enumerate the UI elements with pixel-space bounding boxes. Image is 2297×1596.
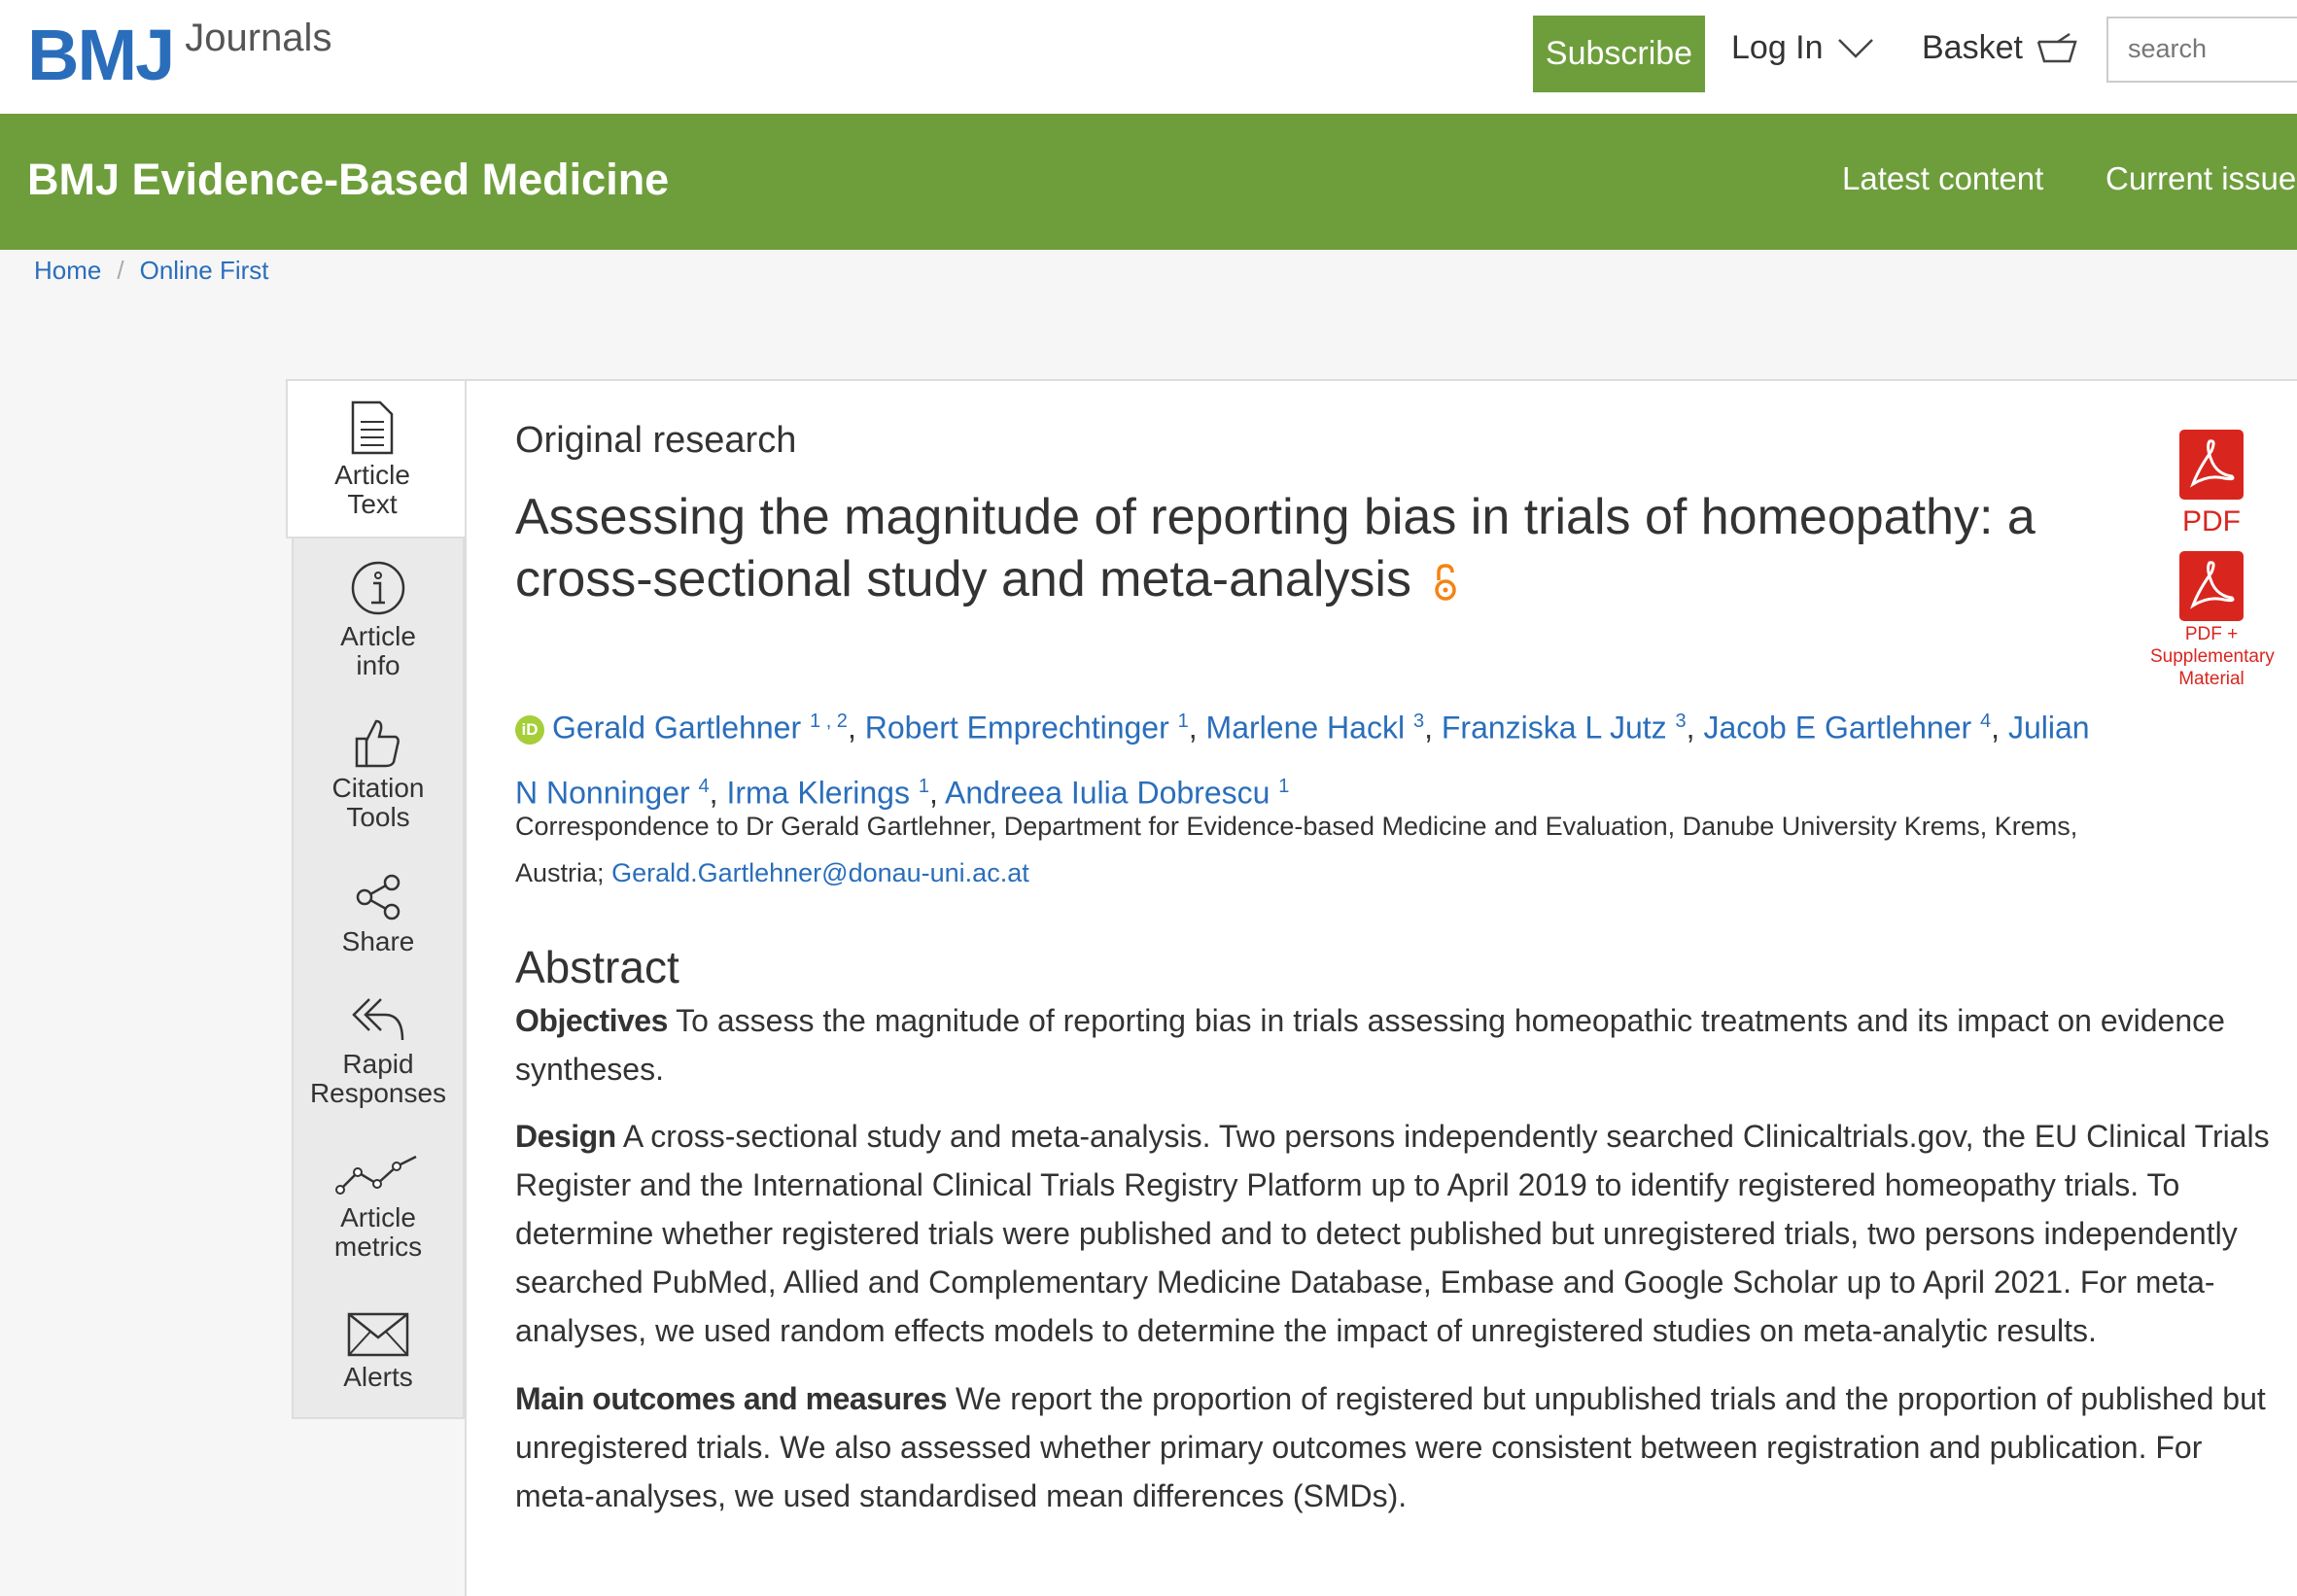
journal-title[interactable]: BMJ Evidence-Based Medicine <box>27 155 670 204</box>
pdf-icon <box>2179 430 2244 500</box>
pdf-label: PDF <box>2182 505 2241 538</box>
top-bar <box>0 0 2297 114</box>
login-dropdown[interactable] <box>1731 29 1874 67</box>
author-affiliation[interactable]: 1 <box>1278 775 1290 797</box>
nav-latest-content[interactable]: Latest content <box>1842 160 2044 196</box>
breadcrumb-separator: / <box>117 256 124 285</box>
sidebar-item-alerts[interactable] <box>292 1312 465 1392</box>
sidebar-label: Share <box>341 926 415 956</box>
author-affiliation[interactable]: 4 <box>698 775 710 797</box>
journal-banner <box>0 114 2297 250</box>
reply-all-icon <box>350 995 406 1044</box>
share-icon <box>353 873 403 921</box>
breadcrumb-online-first[interactable]: Online First <box>139 256 269 285</box>
search-box <box>2106 17 2297 83</box>
subscribe-button[interactable]: Subscribe <box>1533 16 1705 92</box>
sidebar-label: Alerts <box>343 1362 413 1392</box>
pdf-supplementary-download[interactable] <box>2139 551 2284 690</box>
author-affiliation[interactable]: 4 <box>1980 711 1992 732</box>
line-chart-icon <box>334 1153 422 1197</box>
breadcrumb <box>34 256 269 286</box>
chevron-down-icon <box>1837 38 1874 59</box>
sidebar-item-article-info[interactable] <box>292 560 465 680</box>
author-link[interactable]: Marlene Hackl <box>1205 710 1406 746</box>
logo-bmj-text: BMJ <box>27 15 174 95</box>
author-affiliation[interactable]: 1 <box>918 775 929 797</box>
basket-label: Basket <box>1922 29 2023 66</box>
sidebar-label: Article <box>340 1202 416 1232</box>
sidebar-label: Citation <box>331 773 425 803</box>
sidebar-item-citation-tools[interactable] <box>292 717 465 832</box>
correspondence <box>515 803 2129 896</box>
open-access-icon <box>1433 563 1458 602</box>
bmj-journals-logo[interactable] <box>27 14 331 101</box>
sidebar-item-share[interactable] <box>292 873 465 956</box>
correspondence-email-link[interactable]: Gerald.Gartlehner@donau-uni.ac.at <box>611 858 1029 887</box>
author-affiliation[interactable]: 1 , 2 <box>810 711 848 732</box>
author-link[interactable]: Irma Klerings <box>726 775 910 811</box>
sidebar-label: Article <box>340 621 416 651</box>
abstract-section-label: Objectives <box>515 1003 668 1038</box>
sidebar-label: Tools <box>346 802 410 832</box>
article-title <box>515 486 2109 610</box>
author-link[interactable]: Andreea Iulia Dobrescu <box>944 775 1270 811</box>
document-icon <box>351 400 394 455</box>
abstract-section-text: To assess the magnitude of reporting bias in trials assessing homeopathic treatments and its impact on evidence syntheses. <box>515 1003 2225 1087</box>
abstract-objectives <box>515 996 2275 1093</box>
author-link[interactable]: Julian N Nonninger <box>515 710 2090 811</box>
thumbs-up-icon <box>355 717 401 768</box>
abstract-section-text: A cross-sectional study and meta-analysis. Two persons independently searched Clinicaltrials.gov, the EU Clinical Trials Register and the International Clinical Trials Registry Platform up to April 2019 to identify registered homeopathy trials. To determine whether registered trials were published and to detect published but unregistered trials, two persons independently searched PubMed, Allied and Complementary Medicine Database, Embase and Google Scholar up to April 2021. For meta-analyses, we used random effects models to determine the impact of unregistered studies on meta-analytic results. <box>515 1119 2270 1348</box>
author-affiliation[interactable]: 3 <box>1412 711 1425 732</box>
article-title-text: Assessing the magnitude of reporting bias in trials of homeopathy: a cross-sectional study and meta-analysis <box>515 489 2036 607</box>
author-link[interactable]: Gerald Gartlehner <box>552 710 802 746</box>
pdf-icon <box>2179 551 2244 621</box>
sidebar-item-article-text[interactable] <box>286 400 459 519</box>
abstract-heading: Abstract <box>515 942 679 992</box>
pdf-supplementary-label: PDF + Supplementary Material <box>2150 624 2275 689</box>
abstract-section-label: Design <box>515 1119 616 1154</box>
info-icon <box>350 560 406 616</box>
envelope-icon <box>347 1312 409 1357</box>
logo-journals-text: Journals <box>185 17 332 59</box>
sidebar-label: metrics <box>333 1232 423 1262</box>
abstract-section-label: Main outcomes and measures <box>515 1381 948 1416</box>
abstract-design <box>515 1112 2275 1355</box>
breadcrumb-home[interactable]: Home <box>34 256 102 285</box>
sidebar-item-article-metrics[interactable] <box>292 1153 465 1262</box>
sidebar-label: Rapid <box>342 1049 414 1079</box>
sidebar-label: info <box>356 650 400 680</box>
pdf-download[interactable] <box>2160 430 2263 538</box>
article-type: Original research <box>515 420 797 461</box>
author-link[interactable]: Jacob E Gartlehner <box>1703 710 1972 746</box>
author-affiliation[interactable]: 1 <box>1177 711 1189 732</box>
basket-link[interactable] <box>1922 29 2077 67</box>
sidebar-label: Article <box>334 460 410 490</box>
author-link[interactable]: Robert Emprechtinger <box>864 710 1169 746</box>
sidebar-label: Responses <box>309 1078 447 1108</box>
sidebar-label: Text <box>347 489 398 519</box>
search-input[interactable] <box>2108 18 2297 79</box>
nav-current-issue[interactable]: Current issue <box>2106 160 2297 196</box>
orcid-icon[interactable]: iD <box>515 715 544 745</box>
basket-icon <box>2036 32 2077 65</box>
sidebar-item-rapid-responses[interactable] <box>292 995 465 1108</box>
author-link[interactable]: Franziska L Jutz <box>1441 710 1667 746</box>
author-list: iD Gerald Gartlehner $^{1 , 2}$, Robert Emprechtinger $^1$, Marlene Hackl $^3$, Franziska L Jutz $^3$, Jacob E Gartlehner $^4$, Julian N Nonninger $^4$, Irma Klerings $^1$, Andreea Iulia Dobrescu $^1$ <box>515 710 2090 811</box>
login-label: Log In <box>1731 29 1824 66</box>
abstract-section-text: We report the proportion of registered but unpublished trials and the proportion of published but unregistered trials. We also assessed whether primary outcomes were consistent between registration and publication. For meta-analyses, we used standardised mean differences (SMDs). <box>515 1381 2266 1513</box>
author-affiliation[interactable]: 3 <box>1675 711 1687 732</box>
abstract-main-outcomes <box>515 1374 2275 1520</box>
correspondence-text: Correspondence to Dr Gerald Gartlehner, Department for Evidence-based Medicine and Evaluation, Danube University Krems, Krems, Austria; <box>515 812 2078 887</box>
